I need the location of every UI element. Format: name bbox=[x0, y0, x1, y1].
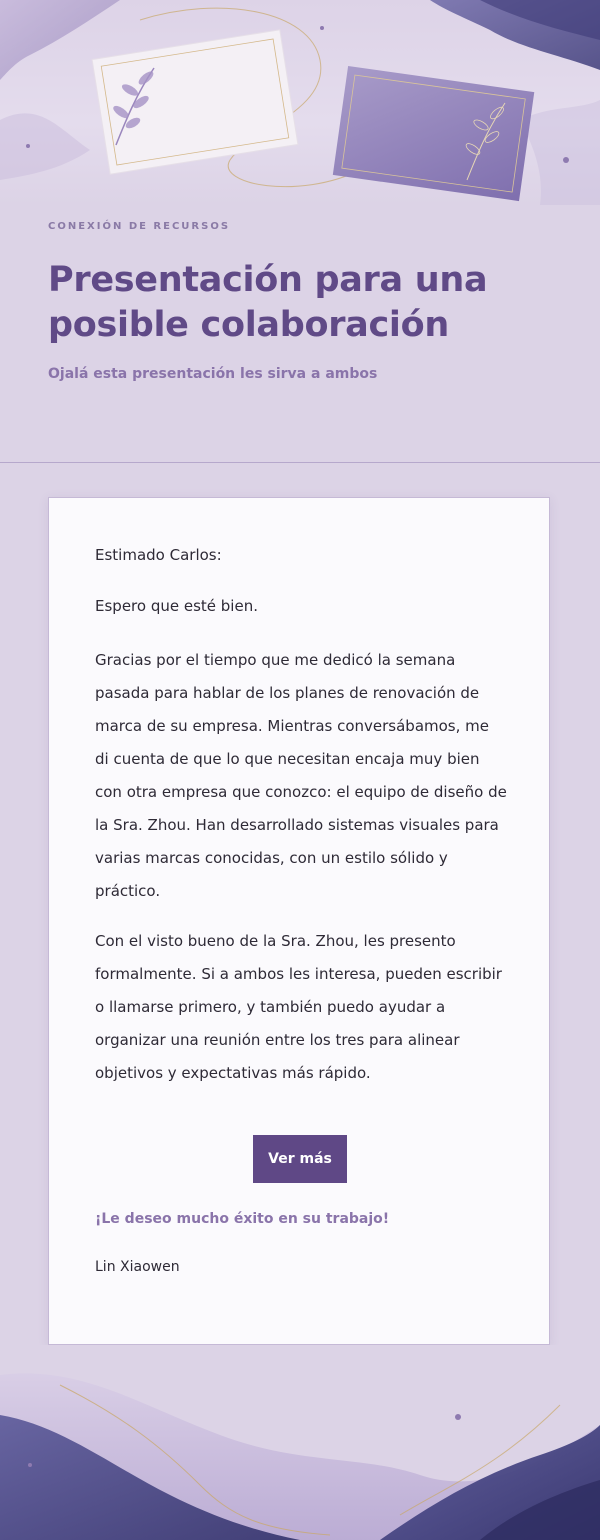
view-more-button[interactable]: Ver más bbox=[253, 1135, 347, 1183]
page-title: Presentación para una posible colaboración bbox=[48, 260, 488, 345]
section-divider bbox=[0, 462, 600, 463]
letter-card bbox=[48, 497, 550, 1345]
eyebrow-label: CONEXIÓN DE RECURSOS bbox=[48, 221, 231, 232]
letter-opening: Espero que esté bien. bbox=[95, 597, 258, 615]
letter-closing: ¡Le deseo mucho éxito en su trabajo! bbox=[95, 1211, 390, 1227]
leaf-sprig-icon bbox=[106, 60, 166, 150]
letter-signature: Lin Xiaowen bbox=[95, 1259, 180, 1275]
letter-paragraph-2: Con el visto bueno de la Sra. Zhou, les presento formalmente. Si a ambos les interesa, pueden escribir o llamarse primero, y también puedo ayudar a organizar una reunión entre los tres para alinear objetivos y expectativas más rápido. bbox=[95, 932, 502, 1082]
footer-illustration bbox=[0, 1345, 600, 1540]
page-subtitle: Ojalá esta presentación les sirva a ambos bbox=[48, 366, 378, 382]
letter-greeting: Estimado Carlos: bbox=[95, 546, 222, 564]
leaf-sprig-icon bbox=[455, 95, 515, 185]
hero-illustration bbox=[0, 0, 600, 205]
letter-paragraph-1: Gracias por el tiempo que me dedicó la semana pasada para hablar de los planes de renovación de marca de su empresa. Mientras conversábamos, me di cuenta de que lo que necesitan encaja muy bien con otra empresa que conozco: el equipo de diseño de la Sra. Zhou. Han desarrollado sistemas visuales para varias marcas conocidas, con un estilo sólido y práctico. bbox=[95, 651, 507, 900]
